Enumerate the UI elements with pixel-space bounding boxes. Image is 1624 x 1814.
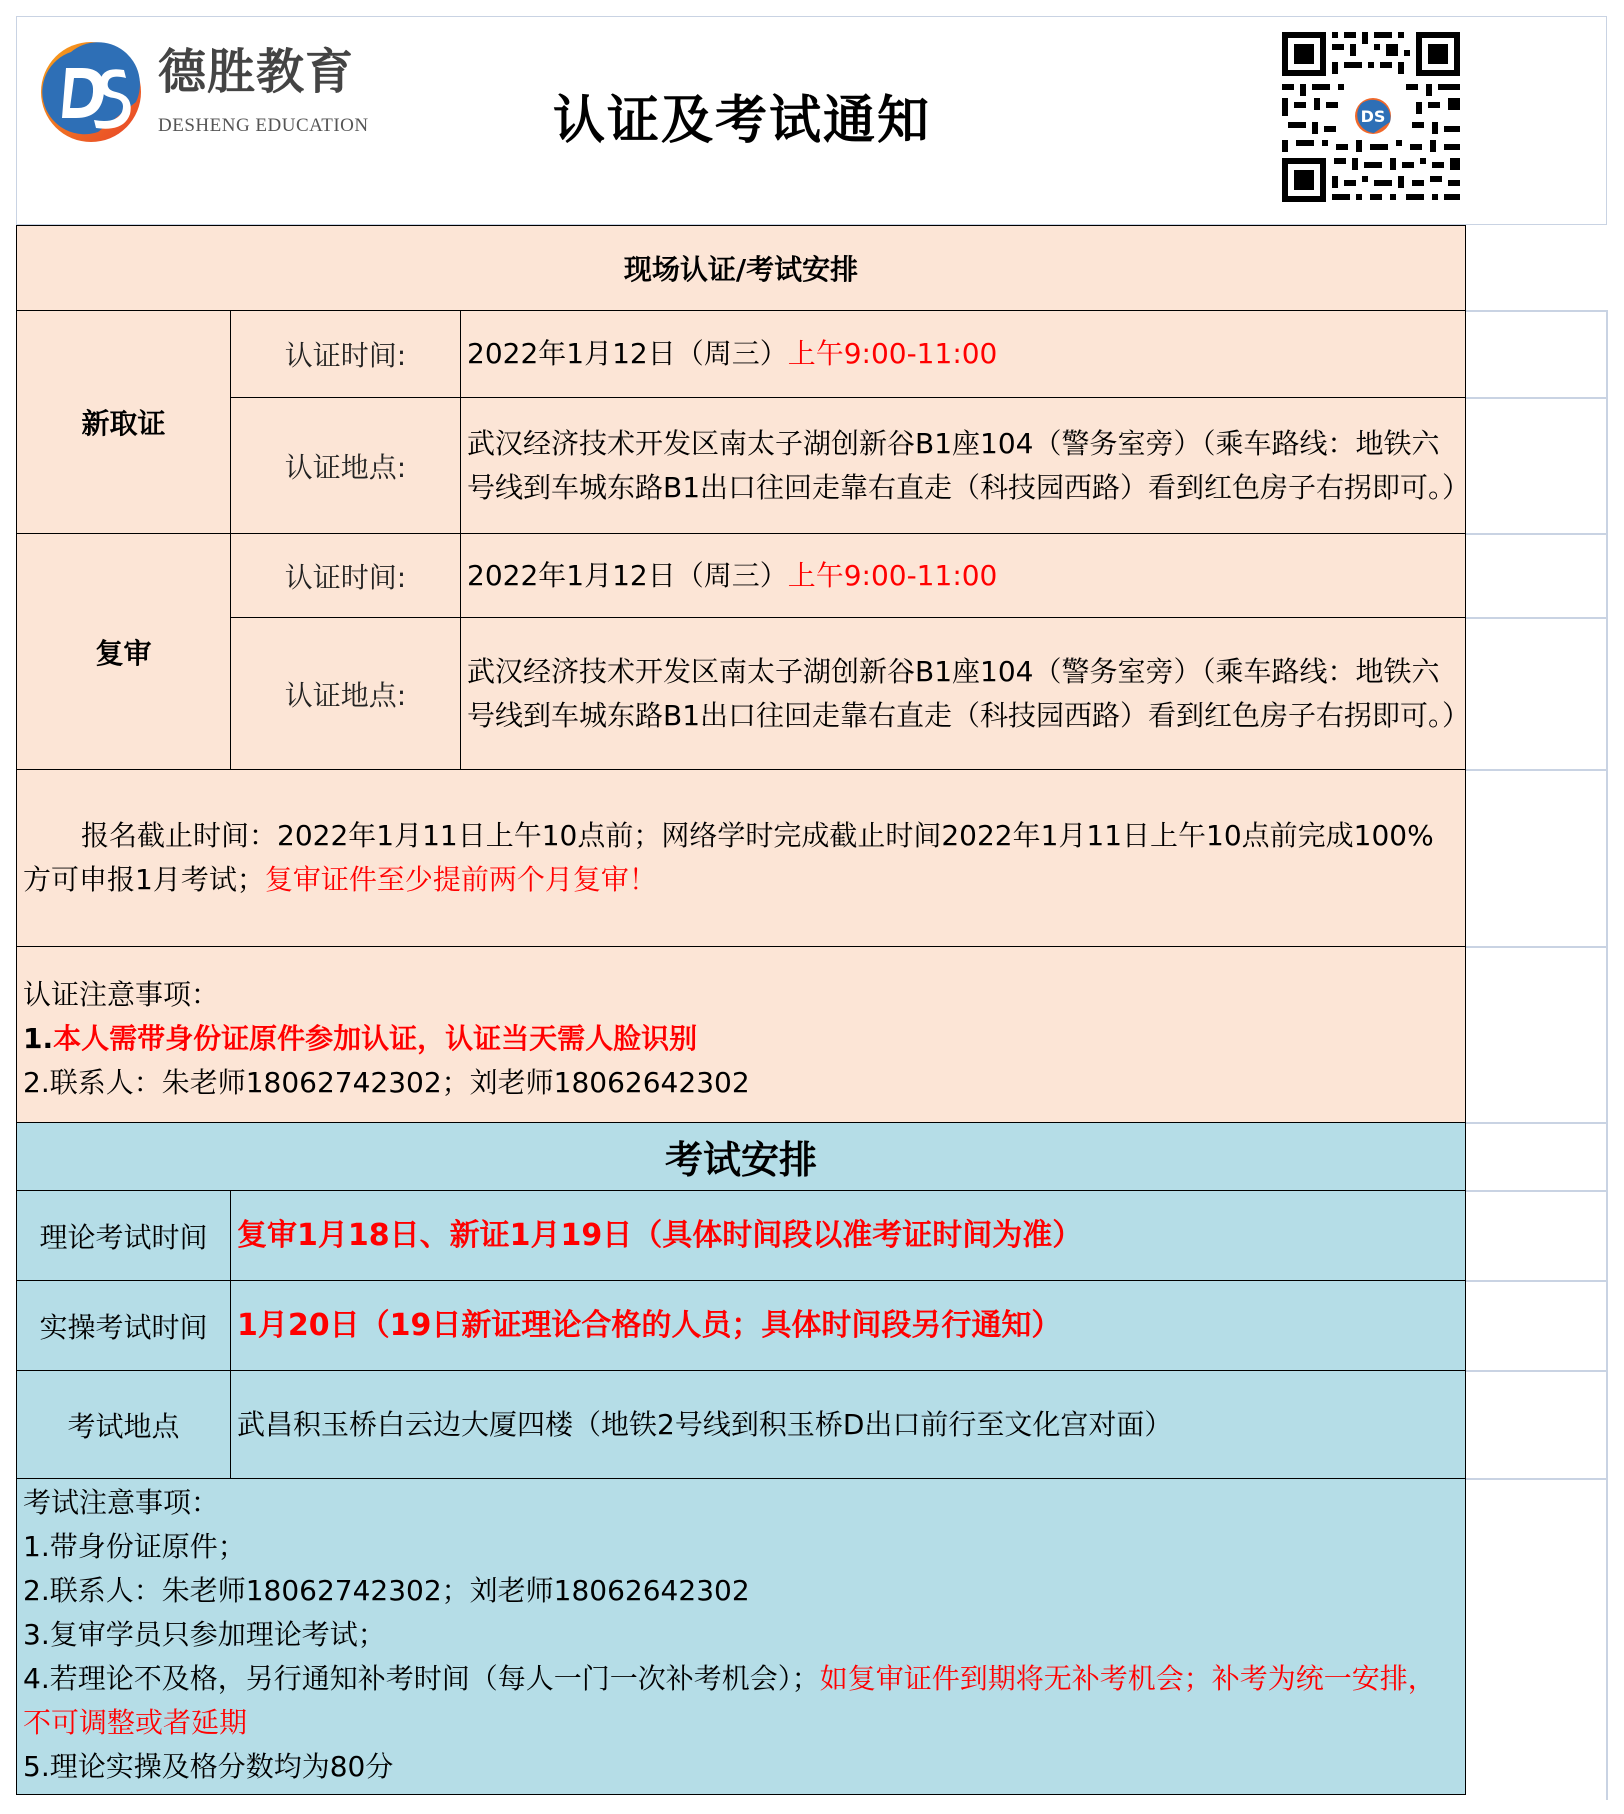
- review-place-label: 认证地点:: [231, 618, 461, 770]
- grid-line: [1465, 1190, 1607, 1192]
- deadline-text: 报名截止时间：2022年1月11日上午10点前；网络学时完成截止时间2022年1月11日上午10点前完成100%方可申报1月考试；: [23, 819, 1434, 896]
- exam-notes-title: 考试注意事项：: [23, 1486, 220, 1519]
- exam-notes-row: [17, 1479, 1466, 1795]
- qr-code-icon: [1266, 18, 1480, 214]
- desheng-logo-icon: [36, 40, 146, 144]
- new-cert-time-cell: [461, 311, 1466, 398]
- review-time-hours: 上午9:00-11:00: [787, 558, 998, 592]
- practical-row: [17, 1281, 1466, 1371]
- new-cert-label: 新取证: [17, 311, 231, 534]
- practical-value: 1月20日（19日新证理论合格的人员；具体时间段另行通知）: [231, 1281, 1466, 1371]
- exam-note-4-text: 4.若理论不及格，另行通知补考时间（每人一门一次补考机会）；: [23, 1662, 820, 1695]
- grid-line: [1465, 397, 1607, 399]
- cert-note-1: [23, 1017, 1459, 1061]
- new-cert-time-date: 2022年1月12日（周三）: [467, 337, 788, 370]
- grid-line: [1465, 310, 1607, 312]
- review-label: 复审: [17, 534, 231, 770]
- grid-line: [1465, 617, 1607, 619]
- cert-notes-title: 认证注意事项：: [23, 978, 220, 1011]
- exam-place-label: 考试地点: [17, 1371, 231, 1479]
- onsite-heading-row: [17, 226, 1466, 311]
- exam-note-4: [23, 1657, 1459, 1745]
- brand-name: 德胜教育: [158, 44, 355, 100]
- cert-note-2: 2.联系人：朱老师18062742302；刘老师18062642302: [23, 1066, 750, 1099]
- deadline-cell: [17, 770, 1466, 947]
- grid-line: [1465, 1280, 1607, 1282]
- new-cert-place-label: 认证地点:: [231, 398, 461, 534]
- review-time-cell: [461, 534, 1466, 618]
- theory-value: 复审1月18日、新证1月19日（具体时间段以准考证时间为准）: [231, 1191, 1466, 1281]
- new-cert-time-label: 认证时间:: [231, 311, 461, 398]
- notice-table: [16, 225, 1471, 1795]
- review-time-row: [17, 534, 1466, 618]
- review-time-date: 2022年1月12日（周三）: [467, 558, 788, 592]
- grid-line: [1465, 533, 1607, 535]
- grid-line: [1465, 1478, 1607, 1480]
- exam-place-row: [17, 1371, 1466, 1479]
- exam-place-value: 武昌积玉桥白云边大厦四楼（地铁2号线到积玉桥D出口前行至文化宫对面）: [231, 1371, 1466, 1479]
- new-cert-time-row: [17, 311, 1466, 398]
- deadline-row: [17, 770, 1466, 947]
- grid-line: [1606, 310, 1608, 1800]
- cert-notes-cell: [17, 947, 1466, 1123]
- cert-note-1-num: 1.: [23, 1022, 54, 1055]
- review-place-value: 武汉经济技术开发区南太子湖创新谷B1座104（警务室旁）（乘车路线：地铁六号线到车城东路B1出口往回走靠右直走（科技园西路）看到红色房子右拐即可。）: [461, 618, 1466, 770]
- grid-line: [1465, 946, 1607, 948]
- brand-english: DESHENG EDUCATION: [158, 115, 369, 136]
- theory-label: 理论考试时间: [17, 1191, 231, 1281]
- exam-notes-cell: [17, 1479, 1466, 1795]
- exam-note-4-warning: 如复审证件到期将无补考机会；补考为统一安排，不可调整或者延期: [23, 1662, 1436, 1739]
- onsite-heading: 现场认证/考试安排: [17, 226, 1466, 311]
- exam-note-5: 5.理论实操及格分数均为80分: [23, 1750, 394, 1783]
- practical-label: 实操考试时间: [17, 1281, 231, 1371]
- page-title: 认证及考试通知: [553, 91, 932, 151]
- deadline-warning: 复审证件至少提前两个月复审！: [264, 863, 657, 896]
- cert-notes-row: [17, 947, 1466, 1123]
- new-cert-place-value: 武汉经济技术开发区南太子湖创新谷B1座104（警务室旁）（乘车路线：地铁六号线到车城东路B1出口往回走靠右直走（科技园西路）看到红色房子右拐即可。）: [461, 398, 1466, 534]
- exam-heading: 考试安排: [17, 1123, 1466, 1191]
- review-time-label: 认证时间:: [231, 534, 461, 618]
- grid-line: [1465, 1122, 1607, 1124]
- review-place-row: [17, 618, 1466, 770]
- exam-heading-row: [17, 1123, 1466, 1191]
- new-cert-time-hours: 上午9:00-11:00: [787, 337, 998, 370]
- theory-row: [17, 1191, 1466, 1281]
- exam-note-3: 3.复审学员只参加理论考试；: [23, 1618, 386, 1651]
- exam-note-1: 1.带身份证原件；: [23, 1530, 246, 1563]
- exam-note-2: 2.联系人：朱老师18062742302；刘老师18062642302: [23, 1574, 750, 1607]
- cert-note-1-text: 本人需带身份证原件参加认证，认证当天需人脸识别: [53, 1022, 698, 1055]
- grid-line: [1465, 1370, 1607, 1372]
- svg-text:DS: DS: [1360, 107, 1386, 126]
- grid-line: [1465, 769, 1607, 771]
- new-cert-place-row: [17, 398, 1466, 534]
